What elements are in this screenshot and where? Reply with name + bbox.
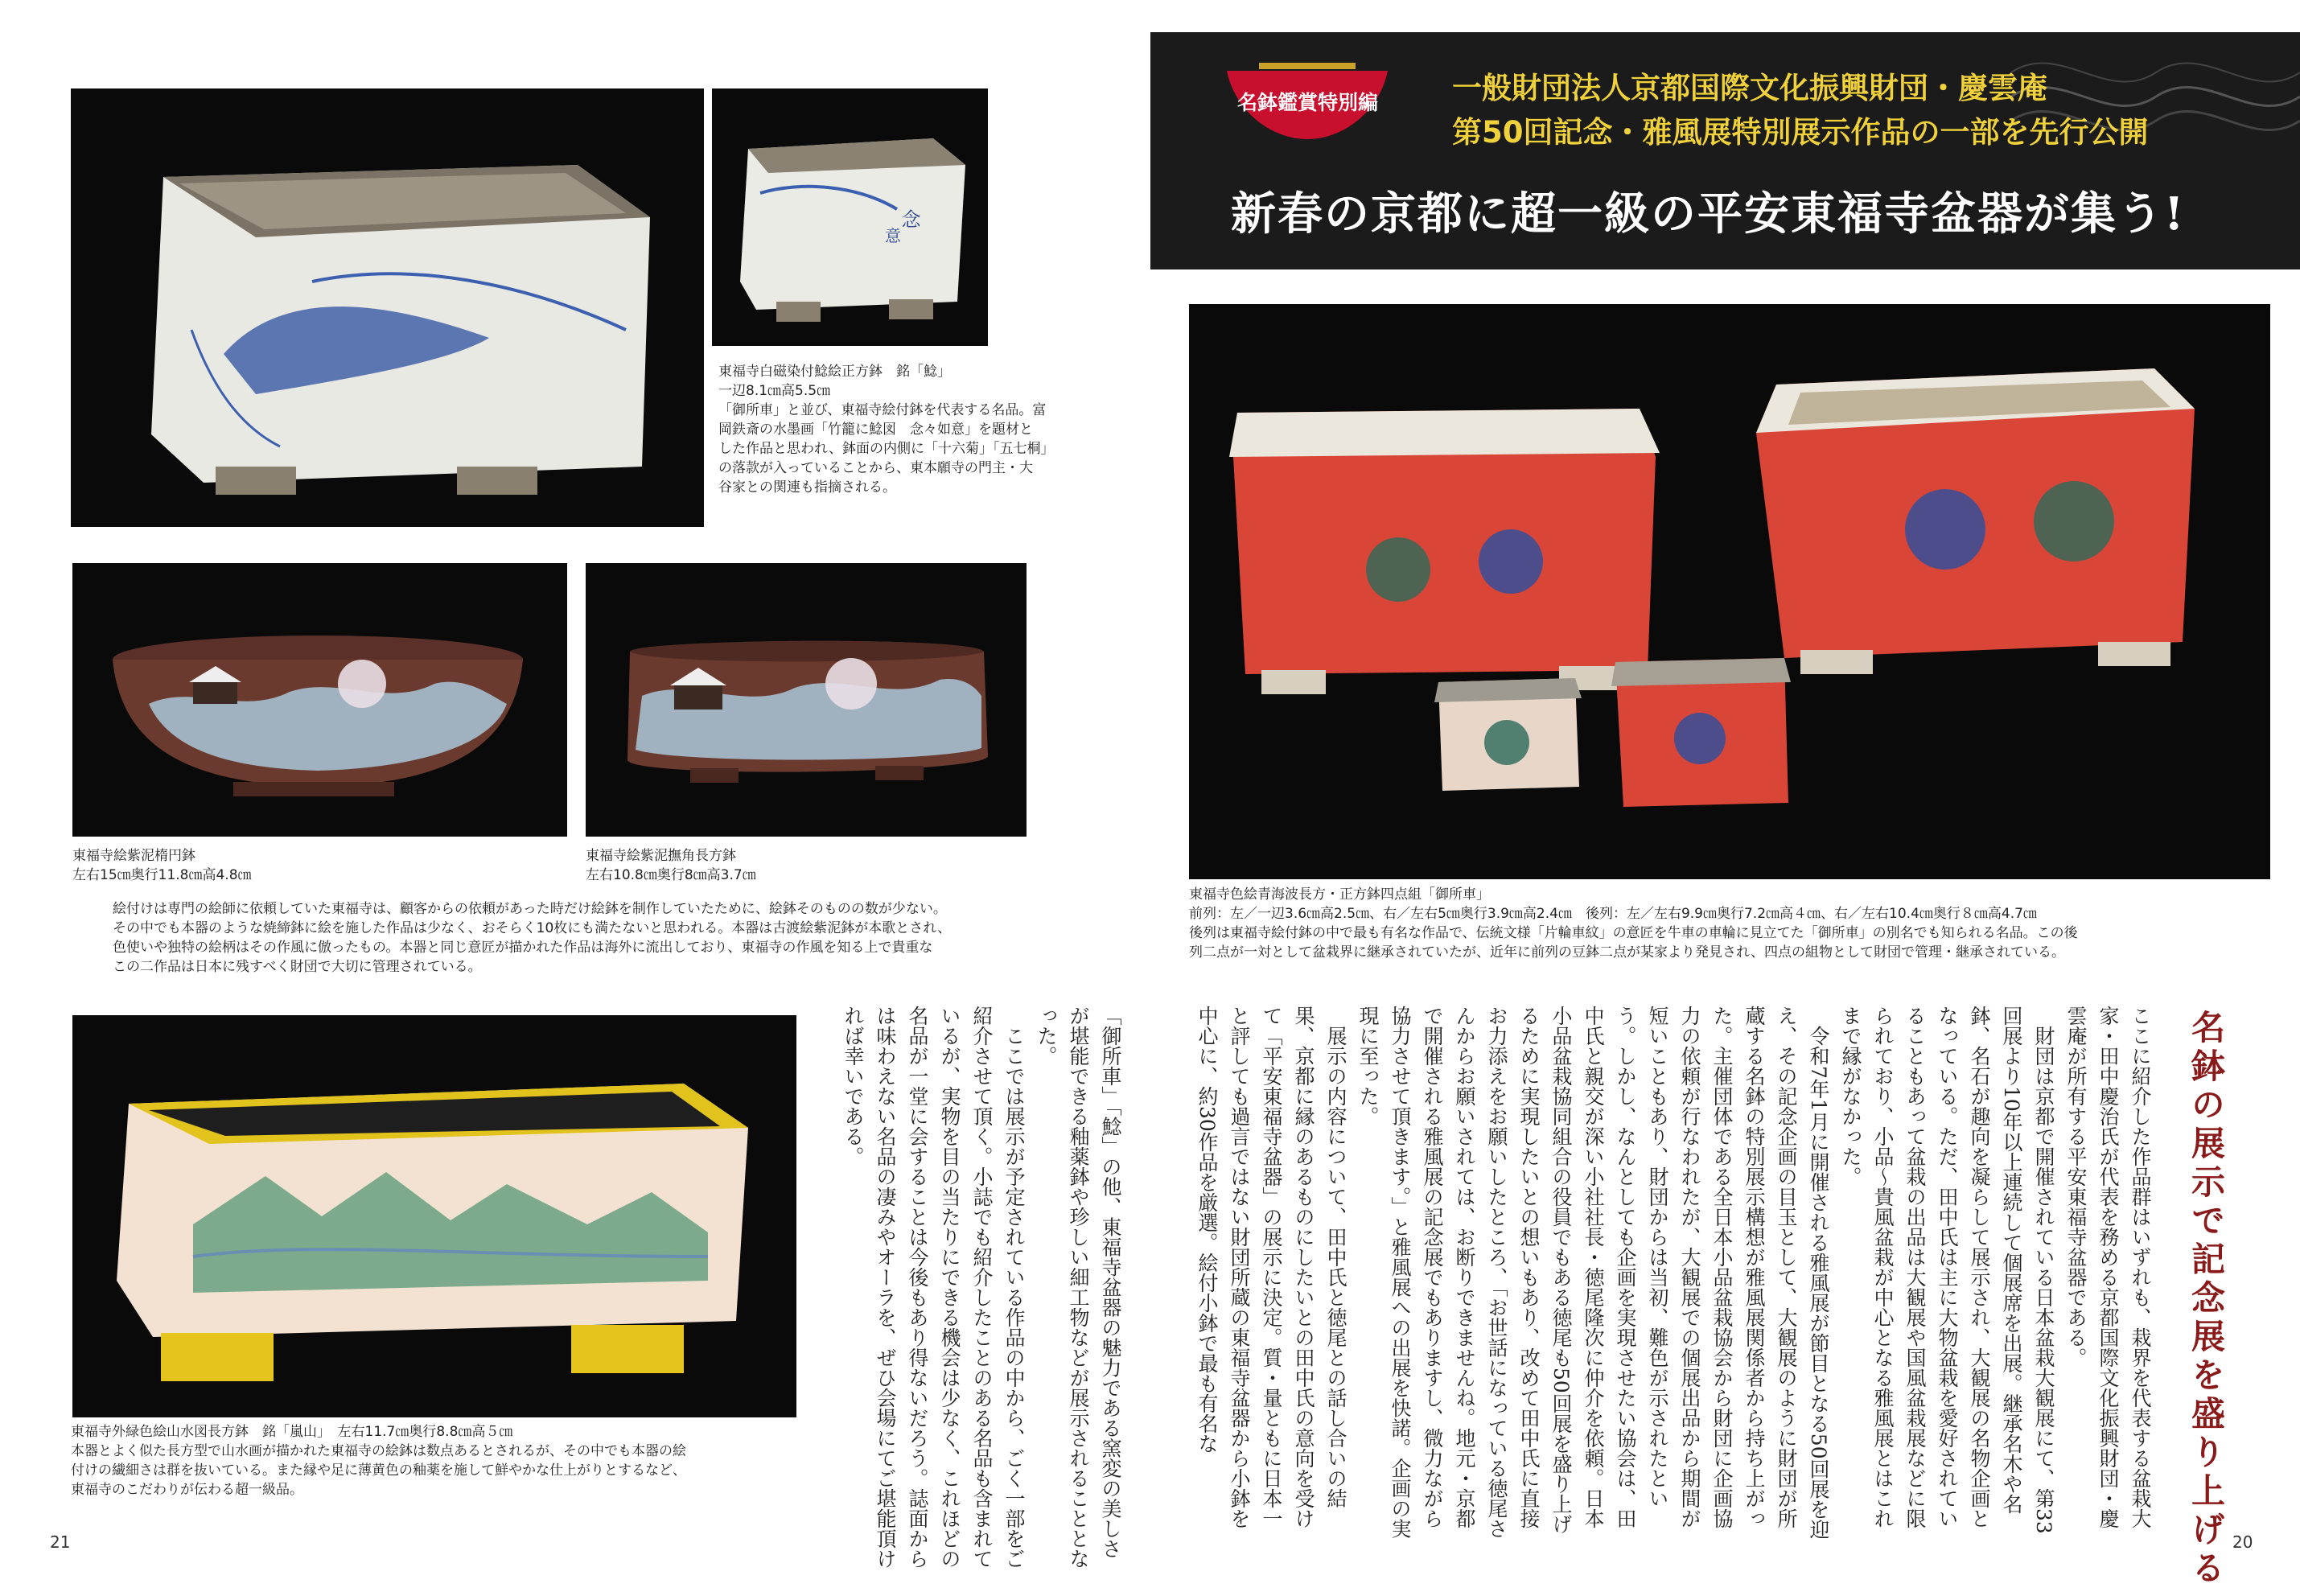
fish-pot-photo (71, 88, 704, 527)
rect-pot-caption: 東福寺絵紫泥撫角長方鉢 左右10.8㎝奥行8㎝高3.7㎝ (586, 848, 756, 883)
header-subtitle-1: 一般財団法人京都国際文化振興財団・慶雲庵 (1452, 71, 2047, 105)
arashiyama-photo (72, 1015, 796, 1417)
page-number-left: 21 (50, 1532, 71, 1552)
svg-text:意: 意 (885, 226, 901, 245)
oval-pot-caption: 東福寺絵紫泥楕円鉢 左右15㎝奥行11.8㎝高4.8㎝ (72, 848, 252, 883)
gosho-set-caption: 東福寺色絵青海波長方・正方鉢四点組「御所車」 前列：左／一辺3.6㎝高2.5㎝、右／左右5㎝奥行3.9㎝高2.4㎝ 後列：左／左右9.9㎝奥行7.2㎝高４㎝、右／左右10.4㎝奥行８㎝高4.7㎝ 後列は東福寺絵付鉢の中で最も有名な作品で、伝統文様「片輪車紋」の意匠を牛車の車輪に見立てた「御所車」の別名でも知られる名品。この後 列二点が一対として盆栽界に継承されていたが、近年に前列の豆鉢二点が某家より発見され、四点の組物として財団で管理・継承されている。 (1189, 886, 2078, 960)
rect-pot-photo (586, 563, 1027, 837)
svg-text:念: 念 (898, 209, 920, 228)
purple-clay-note: 絵付けは専門の絵師に依頼していた東福寺は、顧客からの依頼があった時だけ絵鉢を制作していたために、絵鉢そのものの数が少ない。 その中でも本器のような焼締鉢に絵を施した作品は少なく、おそらく10枚にも満たないと思われる。本器は古渡絵紫泥鉢が本歌とされ、 色使いや独特の絵柄はその作風に倣ったもの。本器と同じ意匠が描かれた作品は海外に流出しており、東福寺の作風を知る上で貴重な この二作品は日本に残すべく財団で大切に管理されている。 (113, 901, 952, 975)
header-subtitle-2: 第50回記念・雅風展特別展示作品の一部を先行公開 (1452, 115, 2149, 150)
page-number-right: 20 (2232, 1532, 2253, 1552)
header-title: 新春の京都に超一級の平安東福寺盆器が集う! (1231, 187, 2186, 241)
body-text-left: 「御所車」「鯰」の他、東福寺盆器の魅力である窯変の美しさが堪能できる釉薬鉢や珍しい細工物などが展示されることとなった。 ここでは展示が予定されている作品の中から、ごく一部をご紹介させて頂く。小誌でも紹介したことのある名品も含まれているが、実物を目の当たりにできる機会は少なく、これほどの名品が一堂に会することは今後もあり得ないだろう。誌面からは味わえない名品の凄みやオーラを、ぜひ会場にてご堪能頂ければ幸いである。 (841, 1006, 1122, 1569)
oval-pot-photo (72, 563, 567, 837)
arashiyama-caption: 東福寺外緑色絵山水図長方鉢 銘「嵐山」 左右11.7㎝奥行8.8㎝高５㎝ 本器とよく似た長方型で山水画が描かれた東福寺の絵鉢は数点あるとされるが、その中でも本器の絵 付けの繊細さは群を抜いている。また縁や足に薄黄色の釉薬を施して鮮やかな仕上がりとするなど、 東福寺のこだわりが伝わる超一級品。 (71, 1424, 686, 1498)
badge (1215, 63, 1400, 143)
fish-pot-side-photo (712, 88, 988, 346)
badge-label: 名鉢鑑賞特別編 (1237, 91, 1379, 114)
section-title: 名鉢の展示で記念展を盛り上げる (2187, 1010, 2226, 1589)
body-text-right: ここに紹介した作品群はいずれも、栽界を代表する盆栽大家・田中慶治氏が代表を務める京都国際文化振興財団・慶雲庵が所有する平安東福寺盆器である。 財団は京都で開催されている日本盆栽大観展にて、第33回展より10年以上連続して個展席を出展。継承名木や名鉢、名石が趣向を凝らして展示され、大観展の名物企画となっている。ただ、田中氏は主に大物盆栽を愛好されていることもあって盆栽の出品は大観展や国風盆栽展などに限られており、小品〜貴風盆栽が中心となる雅風展とはこれまで縁がなかった。 令和7年1月に開催される雅風展が節目となる50回展を迎え、その記念企画の目玉として、大観展のように財団が所蔵する名鉢の特別展示構想が雅風展関係者から持ち上がった。主催団体である全日本小品盆栽協会から財団に企画協力の依頼が行なわれたが、大観展での個展出品から期間が短いこともあり、財団からは当初、難色が示されたという。しかし、なんとしても企画を実現させたい協会は、田中氏と親交が深い小社社長・徳尾隆次に仲介を依頼。日本小品盆栽協同組合の役員でもある徳尾も50回展を盛り上げるために実現したいとの想いもあり、改めて田中氏に直接お力添えをお願いしたところ、「お世話になっている徳尾さんからお願いされては、お断りできませんね。地元・京都で開催される雅風展の記念展でもありますし、微力ながら協力させて頂きます。」と雅風展への出展を快諾。企画の実現に至った。 展示の内容について、田中氏と徳尾との話し合いの結果、京都に縁のあるものにしたいとの田中氏の意向を受けて「平安東福寺盆器」の展示に決定。質・量ともに日本一と評しても過言ではない財団所蔵の東福寺盆器から小鉢を中心に、約30作品を厳選。絵付小鉢で最も有名な (1195, 1006, 2152, 1540)
fish-pot-caption: 東福寺白磁染付鯰絵正方鉢 銘「鯰」 一辺8.1㎝高5.5㎝ 「御所車」と並び、東福寺絵付鉢を代表する名品。富 岡鉄斎の水墨画「竹籠に鯰図 念々如意」を題材と した作品と思われ、鉢面の内側に「十六菊」「五七桐」 の落款が入っていることから、東本願寺の門主・大 谷家との関連も指摘される。 (718, 364, 1055, 496)
gosho-set-photo (1189, 304, 2270, 879)
